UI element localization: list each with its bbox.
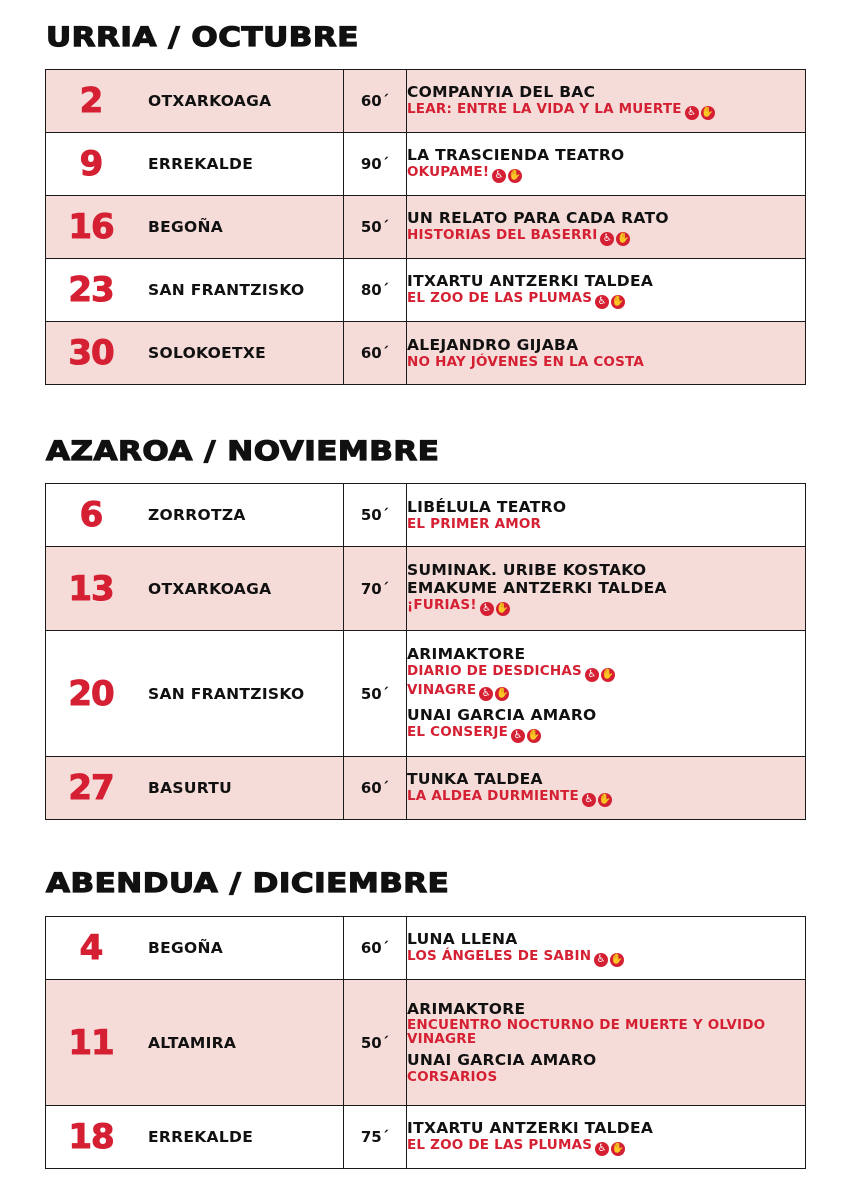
show-title: VINAGRE ♿ ✋ [407, 681, 509, 699]
duration: 50´ [344, 631, 407, 757]
company-name: ALEJANDRO GIJABA [407, 335, 579, 354]
day-number: 2 [79, 81, 103, 121]
show-title: EL ZOO DE LAS PLUMAS ♿ ✋ [407, 1136, 625, 1154]
show-title: LA ALDEA DURMIENTE ♿ ✋ [407, 787, 612, 805]
company-name: ITXARTU ANTZERKI TALDEA [407, 1118, 654, 1137]
company-name: ARIMAKTORE [407, 999, 526, 1018]
wheelchair-icon: ♿ [511, 729, 525, 743]
company-name: LIBÉLULA TEATRO [407, 497, 567, 516]
day-number: 13 [68, 568, 114, 609]
venue: SAN FRANTZISKO [148, 684, 305, 703]
show-cell [407, 196, 806, 259]
show-title: EL ZOO DE LAS PLUMAS ♿ ✋ [407, 289, 625, 307]
venue: ALTAMIRA [148, 1033, 237, 1052]
sign-language-icon: ✋ [611, 1142, 625, 1154]
show-title: EL PRIMER AMOR [407, 515, 542, 532]
day-number: 30 [68, 333, 114, 373]
show-cell [407, 259, 806, 322]
company-name: UNAI GARCIA AMARO [407, 1050, 597, 1069]
duration: 90´ [344, 133, 407, 196]
show-cell [407, 1106, 806, 1169]
wheelchair-icon: ♿ [479, 687, 493, 701]
duration: 60´ [344, 70, 407, 133]
month-title-november: AZAROA / NOVIEMBRE [46, 436, 440, 467]
duration: 50´ [344, 484, 407, 547]
month-title-october: URRIA / OCTUBRE [46, 22, 359, 53]
day-number: 23 [68, 270, 114, 310]
company-name: LUNA LLENA [407, 929, 518, 948]
show-title: NO HAY JÓVENES EN LA COSTA [407, 353, 645, 370]
venue: ERREKALDE [148, 1128, 254, 1146]
table-row [46, 322, 806, 385]
schedule-table-october [45, 69, 806, 385]
show-title: LOS ÁNGELES DE SABIN ♿ ✋ [407, 947, 624, 965]
table-row [46, 70, 806, 133]
table-row [46, 133, 806, 196]
company-name: LA TRASCIENDA TEATRO [407, 145, 625, 164]
venue: OTXARKOAGA [148, 579, 272, 598]
company-name: UN RELATO PARA CADA RATO [407, 208, 669, 227]
duration: 70´ [344, 547, 407, 631]
show-cell [407, 631, 806, 757]
day-number: 16 [68, 207, 114, 247]
sign-language-icon: ✋ [701, 106, 714, 118]
venue: OTXARKOAGA [148, 92, 272, 110]
venue: ERREKALDE [148, 155, 254, 173]
company-name: COMPANYIA DEL BAC [407, 82, 596, 101]
wheelchair-icon: ♿ [594, 953, 608, 967]
wheelchair-icon: ♿ [585, 668, 599, 682]
wheelchair-icon: ♿ [685, 106, 699, 120]
day-number: 11 [68, 1022, 114, 1063]
duration: 80´ [344, 259, 407, 322]
venue: ZORROTZA [148, 506, 246, 524]
day-number: 9 [79, 144, 103, 184]
wheelchair-icon: ♿ [480, 602, 494, 616]
show-cell [407, 757, 806, 820]
wheelchair-icon: ♿ [595, 295, 609, 309]
show-title: ¡FURIAS! ♿ ✋ [407, 597, 510, 614]
sign-language-icon: ✋ [611, 295, 625, 307]
show-cell [407, 980, 806, 1106]
schedule-table-november [45, 483, 806, 820]
day-number: 4 [79, 928, 103, 968]
venue: SAN FRANTZISKO [148, 281, 305, 299]
duration: 50´ [344, 196, 407, 259]
sign-language-icon: ✋ [598, 793, 612, 805]
sign-language-icon: ✋ [496, 687, 509, 699]
table-row [46, 196, 806, 259]
duration: 75´ [344, 1106, 407, 1169]
duration: 60´ [344, 757, 407, 820]
duration: 60´ [344, 322, 407, 385]
show-cell [407, 547, 806, 631]
table-row [46, 484, 806, 547]
company-name: TUNKA TALDEA [407, 769, 543, 788]
wheelchair-icon: ♿ [582, 793, 596, 807]
company-name: ITXARTU ANTZERKI TALDEA [407, 271, 654, 290]
sign-language-icon: ✋ [527, 729, 541, 741]
wheelchair-icon: ♿ [600, 232, 614, 246]
show-title: OKUPAME! ♿ ✋ [407, 163, 522, 181]
table-row [46, 757, 806, 820]
table-row [46, 547, 806, 631]
sign-language-icon: ✋ [496, 603, 510, 614]
show-title: DIARIO DE DESDICHAS ♿ ✋ [407, 662, 615, 680]
table-row [46, 1106, 806, 1169]
duration: 50´ [344, 980, 407, 1106]
show-cell [407, 322, 806, 385]
table-row [46, 631, 806, 757]
schedule-table-december [45, 916, 806, 1169]
show-cell [407, 70, 806, 133]
day-number: 27 [68, 768, 114, 808]
table-row [46, 917, 806, 980]
venue: SOLOKOETXE [148, 344, 267, 362]
show-title: EL CONSERJE ♿ ✋ [407, 723, 541, 741]
venue: BASURTU [148, 779, 233, 797]
wheelchair-icon: ♿ [595, 1142, 609, 1156]
show-title: HISTORIAS DEL BASERRI ♿ ✋ [407, 226, 630, 244]
table-row [46, 259, 806, 322]
sign-language-icon: ✋ [617, 232, 630, 244]
company-name: UNAI GARCIA AMARO [407, 705, 597, 724]
sign-language-icon: ✋ [508, 169, 522, 181]
month-title-december: ABENDUA / DICIEMBRE [46, 868, 450, 899]
sign-language-icon: ✋ [610, 953, 624, 965]
day-number: 18 [68, 1117, 114, 1157]
venue: BEGOÑA [148, 218, 224, 236]
venue: BEGOÑA [148, 939, 224, 957]
show-cell [407, 133, 806, 196]
duration: 60´ [344, 917, 407, 980]
company-name: ARIMAKTORE [407, 644, 526, 663]
show-cell [407, 484, 806, 547]
wheelchair-icon: ♿ [492, 169, 506, 183]
show-title: CORSARIOS [407, 1068, 498, 1085]
day-number: 6 [79, 495, 103, 535]
day-number: 20 [68, 673, 114, 714]
sign-language-icon: ✋ [601, 668, 615, 680]
show-title: ENCUENTRO NOCTURNO DE MUERTE Y OLVIDO VINAGRE [407, 1016, 766, 1047]
table-row [46, 980, 806, 1106]
company-name: SUMINAK. URIBE KOSTAKO EMAKUME ANTZERKI TALDEA [407, 561, 667, 597]
show-title: LEAR: ENTRE LA VIDA Y LA MUERTE ♿ ✋ [407, 100, 714, 118]
show-cell [407, 917, 806, 980]
